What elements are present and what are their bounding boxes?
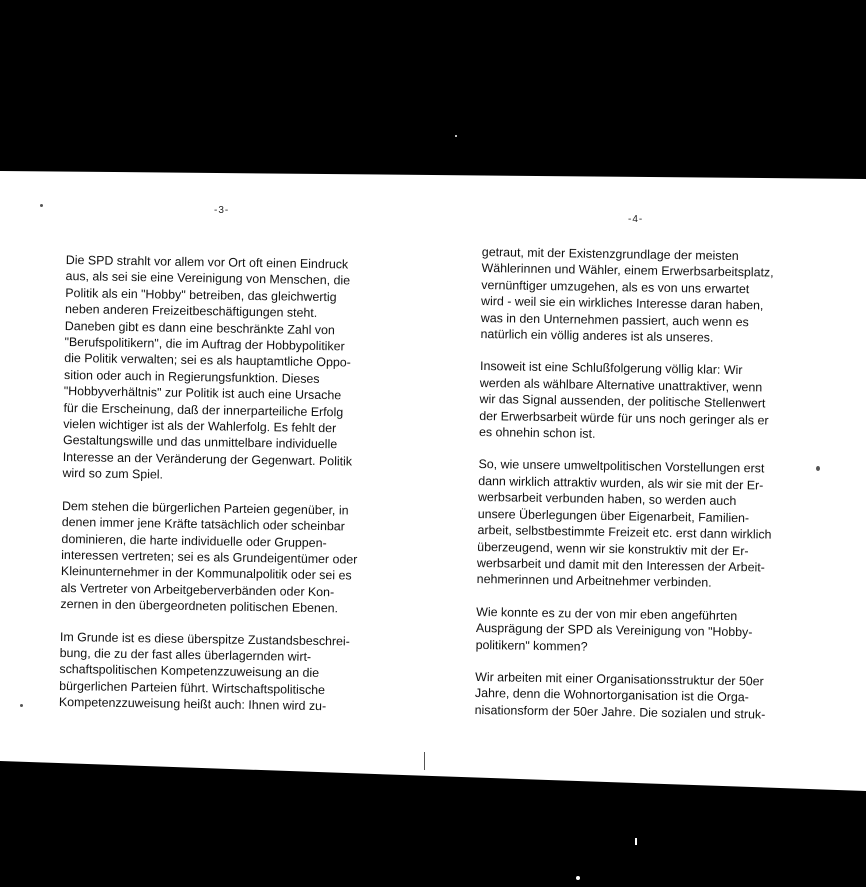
left-paragraph: Die SPD strahlt vor allem vor Ort oft einen Eindruck aus, als sei sie eine Vereinigung von Menschen, die Politik als ein "Hobby" betreiben, das gleichwertig neben anderen Freizeitbeschäftigungen steht. Daneben gibt es dann eine beschränkte Zahl von "Berufspolitikern", die im Auftrag der Hobbypolitiker die Politik verwalten; sei es als hauptamtliche Oppo- sition oder auch in Regierungsfunktion. Dieses "Hobbyverhältnis" zur Politik ist auch eine Ursache für die Erscheinung, daß der innerparteiliche Erfolg vielen wichtiger ist als der Wahlerfolg. Es fehlt der Gestaltungswille und das unmittelbare individuelle Interesse an der Veränderung der Gegenwart. Politik wird so zum Spiel.	[62, 252, 353, 482]
right-paragraph: Wir arbeiten mit einer Organisationsstruktur der 50er Jahre, denn die Wohnortorganisation ist die Orga- nisationsform der 50er Jahre. Die sozialen und struk-	[474, 669, 766, 722]
right-page-number: -4-	[628, 214, 644, 225]
left-paragraph: Dem stehen die bürgerlichen Parteien gegenüber, in denen immer jene Kräfte tatsächlich oder scheinbar dominieren, die harte individuelle oder Gruppen- interessen vertreten; sei es als Grundeigentümer oder Kleinunternehmer in der Kommunalpolitik oder sei es als Vertreter von Arbeitgeberverbänden oder Kon- zernen in den übergeordneten politischen Ebenen.	[60, 498, 358, 616]
scan-speck	[60, 172, 64, 176]
scan-speck	[424, 752, 425, 770]
scan-speck	[576, 876, 580, 880]
right-page-body	[475, 244, 802, 723]
right-paragraph: Insoweit ist eine Schlußfolgerung völlig klar: Wir werden als wählbare Alternative unattraktiver, wenn wir das Signal aussenden, der politische Stellenwert der Erwerbsarbeit würde für uns noch geringer als er es ohnehin schon ist.	[478, 359, 769, 441]
scan-speck	[816, 466, 820, 471]
scan-speck	[455, 135, 457, 137]
scan-speck	[20, 704, 23, 707]
scan-speck	[40, 204, 43, 207]
right-paragraph: So, wie unsere umweltpolitischen Vorstellungen erst dann wirklich attraktiv wurden, als wir sie mit der Er- werbsarbeit verbunden haben, so werden auch unsere Überlegungen über Eigenarbeit, Familien- arbeit, selbstbestimmte Freizeit etc. erst dann wirklich überzeugend, wenn wir sie konstruktiv mit der Er- werbsarbeit und damit mit den Interessen der Arbeit- nehmerinnen und Arbeitnehmer verbinden.	[476, 457, 772, 590]
left-page-body	[59, 252, 386, 716]
left-paragraph: Im Grunde ist es diese überspitze Zustandsbeschrei- bung, die zu der fast alles überlagernden wirt- schaftspolitischen Kompetenzzuweisung an die bürgerlichen Parteien führt. Wirtschaftspolitische Kompetenzzuweisung heißt auch: Ihnen wird zu-	[58, 629, 350, 714]
scan-speck	[635, 838, 637, 845]
left-page-number: -3-	[214, 205, 230, 216]
right-paragraph: Wie konnte es zu der von mir eben angeführten Ausprägung der SPD als Vereinigung von "Hobby- politikern" kommen?	[475, 604, 753, 654]
right-paragraph: getraut, mit der Existenzgrundlage der meisten Wählerinnen und Wähler, einem Erwerbsarbeitsplatz, vernünftiger umzugehen, als es von uns erwartet wird - weil sie ein wirkliches Interesse daran haben, was in den Unternehmen passiert, auch wenn es natürlich ein völlig anderes ist als unseres.	[480, 244, 774, 345]
